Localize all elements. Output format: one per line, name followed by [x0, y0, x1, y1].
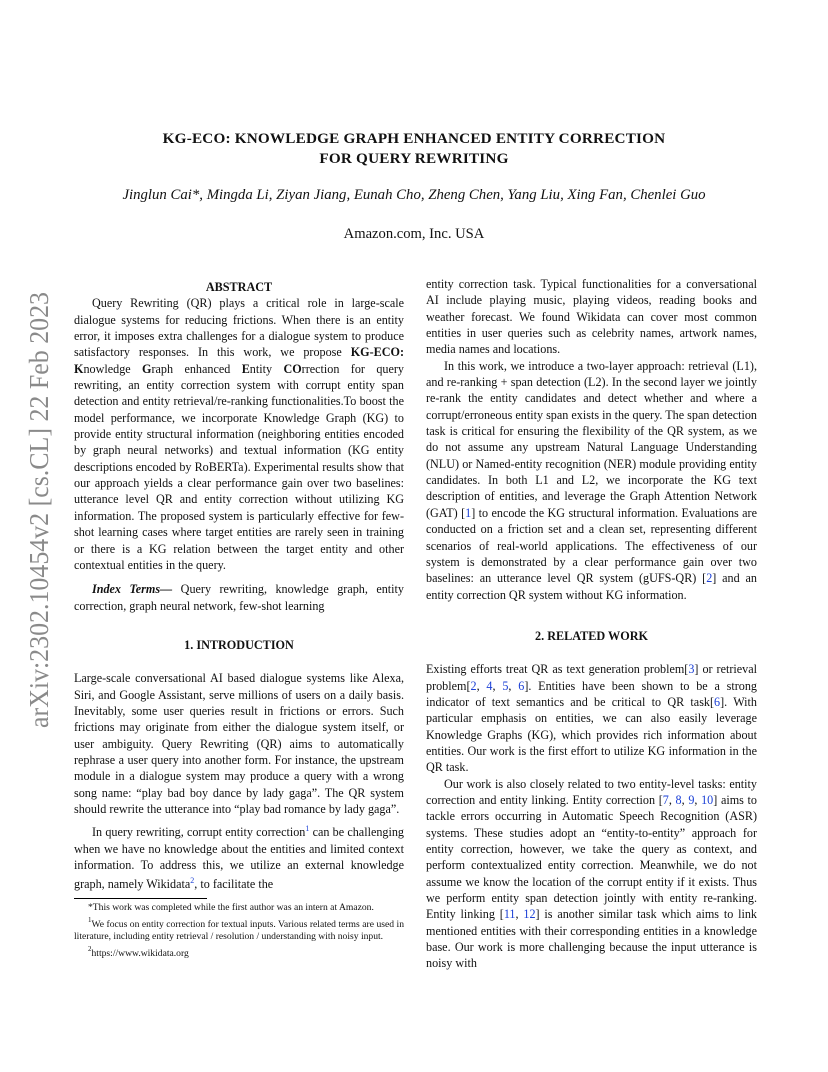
- affiliation: Amazon.com, Inc. USA: [343, 226, 485, 242]
- intro-paragraph-2: In query rewriting, corrupt entity correction$^1$ can be challenging when we have no knowledge about the entities and limited context information. To address this, we utilize an external knowledge graph, namely Wikidata$^2$, to facilitate the: [74, 824, 404, 892]
- citation-link[interactable]: 12: [523, 907, 536, 922]
- citation-link[interactable]: 10: [701, 792, 714, 807]
- footnote-1: $^1$We focus on entity correction for textual inputs. Various related terms are used in literature, including entity retrieval / resolution / understanding with noisy input.: [74, 915, 404, 942]
- related-work-heading: 2. RELATED WORK: [535, 628, 648, 643]
- arxiv-id: arXiv:2302.10454v2 [cs.CL] 22 Feb 2023: [24, 290, 54, 728]
- footnote-ref-1[interactable]: 1: [305, 824, 310, 834]
- citation-link[interactable]: 11: [503, 907, 516, 922]
- footnote-star: *This work was completed while the first author was an intern at Amazon.: [88, 901, 374, 913]
- author-list: Jinglun Cai*, Mingda Li, Ziyan Jiang, Eunah Cho, Zheng Chen, Yang Liu, Xing Fan, Chenlei Guo: [122, 187, 706, 203]
- citation-link[interactable]: 8: [675, 792, 682, 807]
- related-work-paragraph-2: Our work is also closely related to two entity-level tasks: entity correction and entity linking. Entity correction [7, 8, 9, 10] aims to tackle errors occurring in Automatic Speech Recognition (ASR) systems. These studies adopt an “entity-to-entity” approach for entity correction, however, we take the query as context, and perform contextualized entity correction. Meanwhile, we do not assume we know the location of the corrupt entity if it exists. Thus we perform entity span detection jointly with entity re-ranking. Entity linking [11, 12] is another similar task which aims to link mentioned entities with their corresponding entities in a knowledge base. Our work is more challenging because the input utterance is noisy with: [426, 776, 757, 971]
- left-column: [74, 279, 404, 960]
- citation-link[interactable]: 3: [688, 662, 695, 677]
- citation-link[interactable]: 6: [714, 694, 721, 709]
- footnotes: [74, 902, 404, 960]
- paper-title-line-2: FOR QUERY REWRITING: [319, 150, 509, 167]
- intro-paragraph-1: Large-scale conversational AI based dialogue systems like Alexa, Siri, and Google Assistant, serve millions of users on a daily basis. Inevitably, some user queries result in frictions or errors. Such frictions may originate from either the dialogue system itself, or user ambiguity. Query Rewriting (QR) aims to automatically rephrase a user query into another form. For instance, the upstream module in a dialogue system may produce a query with a wrong song name: “play bad boy dance by lady gaga”. The QR system should rewrite the utterance into “play bad romance by lady gaga”.: [74, 671, 404, 816]
- citation-link[interactable]: 2: [470, 678, 477, 693]
- citation-link[interactable]: 4: [486, 678, 493, 693]
- citation-link[interactable]: 2: [706, 571, 713, 586]
- abstract-paragraph: Query Rewriting (QR) plays a critical role in large-scale dialogue systems for reducing frictions. When there is an entity error, it imposes extra challenges for a dialogue system to produce satisfactory responses. In this work, we propose KG-ECO: Knowledge Graph enhanced Entity COrrection for query rewriting, an entity correction system with corrupt entity span detection and entity retrieval/re-ranking functionalities.To boost the model performance, we incorporate Knowledge Graph (KG) to provide entity structural information (neighboring entities encoded by graph neural networks) and textual information (KG entity descriptions encoded by RoBERTa). Experimental results show that our approach yields a clear performance gain over two baselines: utterance level QR and entity correction without utilizing KG information. The proposed system is particularly effective for few-shot learning cases where target entities are rarely seen in training or there is a KG relation between the target entity and other contextual entities in the query.: [74, 296, 405, 572]
- index-terms: Index Terms— Query rewriting, knowledge graph, entity correction, graph neural network, few-shot learning: [74, 582, 404, 613]
- citation-link[interactable]: 9: [688, 792, 695, 807]
- abstract-heading: ABSTRACT: [205, 280, 273, 294]
- arxiv-stamp: [6, 290, 66, 730]
- citation-link[interactable]: 5: [502, 678, 509, 693]
- footnote-ref-2[interactable]: 2: [190, 876, 195, 886]
- citation-link[interactable]: 1: [465, 505, 472, 520]
- intro-paragraph-3: entity correction task. Typical functionalities for a conversational AI include playing music, playing videos, reading books and weather forecast. We found Wikidata can cover most common entities in user queries such as celebrity names, artwork names, media names and locations.: [426, 277, 757, 357]
- right-column: [426, 276, 757, 972]
- footnote-2: $^2$https://www.wikidata.org: [88, 944, 189, 959]
- paper-title-line-1: KG-ECO: KNOWLEDGE GRAPH ENHANCED ENTITY CORRECTION: [162, 130, 666, 147]
- intro-paragraph-4: In this work, we introduce a two-layer approach: retrieval (L1), and re-ranking + span detection (L2). In the second layer we jointly re-rank the entity candidates and detect whether and where a corrupt/erroneous entity span exists in the query. The span detection task is critical for ensuring the flexibility of the QR system, as we do not assume any upstream Natural Language Understanding (NLU) or Named-entity recognition (NER) module providing entity candidates. In both L1 and L2, we incorporate the KG text description of entities, and leverage the Graph Attention Network (GAT) [1] to encode the KG structural information. Evaluations are conducted on a friction set and a clean set, representing different scenarios of real-world applications. The effectiveness of our system is demonstrated by a clear performance gain over two baselines: an utterance level QR system (gUFS-QR) [2] and an entity correction QR system without KG information.: [426, 358, 757, 602]
- footnote-rule: [74, 898, 207, 899]
- related-work-paragraph-1: Existing efforts treat QR as text generation problem[3] or retrieval problem[2, 4, 5, 6]. Entities have been shown to be a strong indicator of text semantics and be critical to QR task[6]. With particular emphasis on entities, we can also easily leverage Knowledge Graphs (KG), which provides rich information about entities. Our work is the first effort to utilize KG information in the QR task.: [426, 662, 757, 775]
- citation-link[interactable]: 6: [518, 678, 525, 693]
- citation-link[interactable]: 7: [662, 792, 669, 807]
- introduction-heading: 1. INTRODUCTION: [184, 637, 294, 652]
